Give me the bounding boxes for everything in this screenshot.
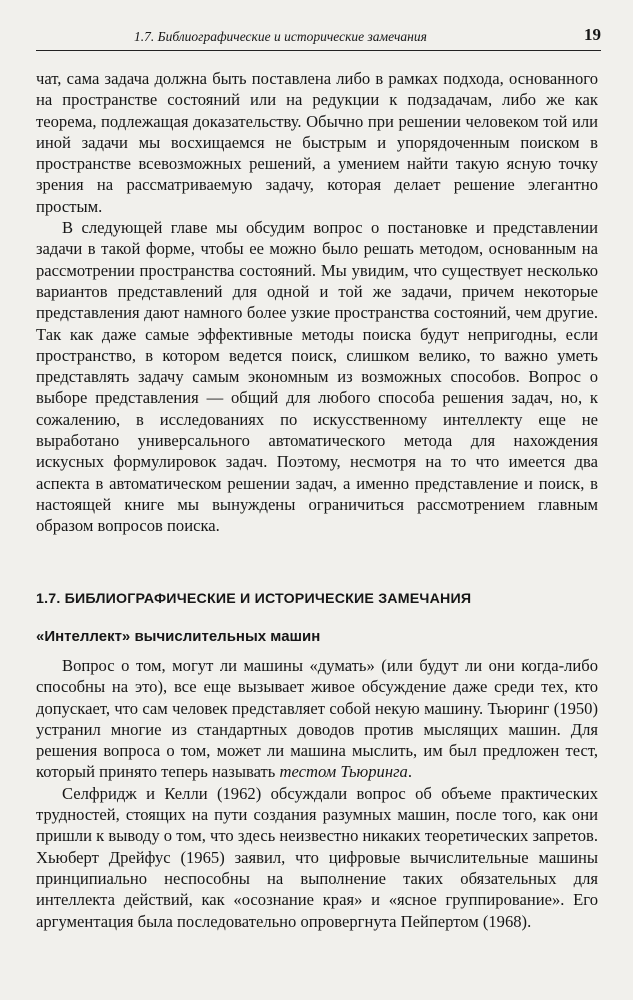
paragraph-turing-text: Вопрос о том, могут ли машины «думать» (или будут ли они когда-либо способны на это), все еще вызывает живое обсуждение даже среди тех, кто допускает, что сам человек представляет собой некую машину. Тьюринг (1950) устранил многие из стандартных доводов против мыслящих машин. Для решения вопроса о том, может ли машина мыслить, им был предложен тест, который принято теперь называть (36, 656, 598, 782)
running-title: 1.7. Библиографические и исторические замечания (134, 29, 427, 44)
subsection-heading: «Интеллект» вычислительных машин (36, 628, 321, 645)
paragraph-turing (36, 655, 598, 783)
page-number: 19 (584, 25, 601, 44)
paragraph-turing-end: . (407, 762, 413, 782)
section-heading: 1.7. БИБЛИОГРАФИЧЕСКИЕ И ИСТОРИЧЕСКИЕ ЗАМЕЧАНИЯ (36, 591, 472, 607)
turing-test-term: тестом Тьюринга (279, 762, 408, 782)
paragraph-representation: В следующей главе мы обсудим вопрос о постановке и представлении задачи в такой форме, чтобы ее можно было решать методом, основанным на рассмотрении пространства состояний. Мы увидим, что существует несколько вариантов представлений для одной и той же задачи, причем некоторые представления дают намного более узкие пространства состояний, чем другие. Так как даже самые эффективные методы поиска будут непригодны, если пространство, в котором ведется поиск, слишком велико, то важно уметь представлять задачу самым экономным из возможных способов. Вопрос о выборе представления — общий для любого способа решения задач, но, к сожалению, в исследованиях по искусственному интеллекту еще не выработано универсального автоматического метода для нахождения искусных формулировок задач. Поэтому, несмотря на то что имеется два аспекта в автоматическом решении задач, а именно представление и поиск, в настоящей книге мы вынуждены ограничиться рассмотрением главным образом вопросов поиска. (36, 218, 598, 536)
section-text-block (36, 655, 598, 932)
paragraph-continuation: чат, сама задача должна быть поставлена либо в рамках подхода, основанного на пространстве состояний или на редукции к подзадачам, либо же как теорема, подлежащая доказательству. Обычно при решении человеком той или иной задачи мы восхищаемся не быстрым и упорядоченным поиском в пространстве всевозможных решений, а умением найти такую ясную точку зрения на рассматриваемую задачу, которая делает решение элегантно простым. (36, 69, 598, 216)
paragraph-selfridge: Селфридж и Келли (1962) обсуждали вопрос об объеме практических трудностей, стоящих на пути создания разумных машин, после того, как они пришли к выводу о том, что здесь неизвестно никаких теоретических запретов. Хьюберт Дрейфус (1965) заявил, что цифровые вычислительные машины принципиально неспособны на выполнение таких обязательных для интеллекта действий, как «осознание края» и «ясное группирование». Его аргументация была последовательно опровергнута Пейпертом (1968). (36, 783, 599, 931)
running-header (36, 25, 601, 51)
main-text-block (36, 68, 598, 537)
